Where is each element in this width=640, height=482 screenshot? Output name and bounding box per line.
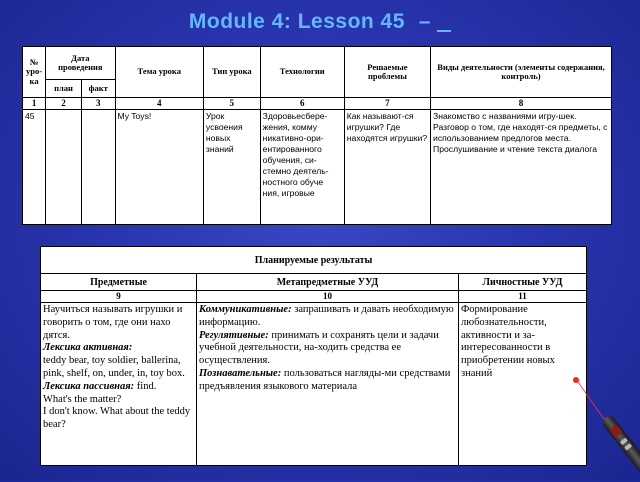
header-lesson-type: Тип урока <box>203 47 260 98</box>
slide-title-blank <box>437 12 451 32</box>
regulative-label: Регулятивные: <box>199 329 269 341</box>
passive-vocab-text: find. <box>136 380 157 392</box>
cell-lesson-number: 45 <box>23 110 46 225</box>
column-number: 3 <box>81 98 115 110</box>
cell-fact <box>81 110 115 225</box>
dialogue-phrase: I don't know. What about the teddy bear? <box>43 406 191 431</box>
column-number: 6 <box>260 98 344 110</box>
active-vocab-label: Лексика активная: <box>43 342 133 354</box>
cell-plan <box>46 110 82 225</box>
table-row <box>41 303 587 466</box>
column-number: 7 <box>344 98 430 110</box>
subject-intro: Научиться называть игрушки и говорить о том, где они нахо дятся. <box>43 304 183 341</box>
cell-problems: Как называют-ся игрушки? Где находятся игрушки? <box>344 110 430 225</box>
cell-subject-results <box>41 303 197 466</box>
column-number: 10 <box>197 291 459 303</box>
header-fact: факт <box>81 80 115 98</box>
header-problems: Решаемые проблемы <box>344 47 430 98</box>
header-activities: Виды деятельности (элементы содержания, контроль) <box>431 47 612 98</box>
cell-activities: Знакомство с названиями игру-шек. Разговор о том, где находят-ся предметы, с использованием предлогов места. Прослушивание и чтение текста диалога <box>431 110 612 225</box>
planned-results-table <box>40 246 587 466</box>
passive-vocab-label: Лексика пассивная: <box>43 380 135 392</box>
communicative-label: Коммуникативные: <box>199 304 292 315</box>
column-number: 4 <box>115 98 203 110</box>
column-number: 5 <box>203 98 260 110</box>
column-number: 11 <box>459 291 587 303</box>
active-vocab-text: teddy bear, toy soldier, ballerina, pink, shelf, on, under, in, toy box. <box>43 355 185 379</box>
header-date: Дата проведения <box>46 47 115 80</box>
header-plan: план <box>46 80 82 98</box>
cell-theme: My Toys! <box>115 110 203 225</box>
cognitive-text: пользоваться нагляды-ми средствами предъявления языкового материала <box>199 367 451 392</box>
table-row <box>23 110 612 225</box>
communicative-text: запрашивать и давать необходимую информацию. <box>199 304 454 328</box>
cell-personal-results: Формирование любознательности, активности и за-интересованности в приобретении новых знаний <box>459 303 587 466</box>
planned-results-header: Планируемые результаты <box>41 247 587 274</box>
column-number: 1 <box>23 98 46 110</box>
regulative-text: принимать и сохранять цели и задачи учебной деятельности, на-ходить средства ее осуществления. <box>199 329 439 367</box>
header-theme: Тема урока <box>115 47 203 98</box>
laser-pointer-icon <box>548 352 640 482</box>
lesson-plan-table <box>22 46 612 225</box>
column-number: 2 <box>46 98 82 110</box>
column-number: 8 <box>431 98 612 110</box>
slide-title <box>0 10 640 34</box>
header-subject: Предметные <box>41 274 197 291</box>
header-meta: Метапредметные УУД <box>197 274 459 291</box>
cognitive-label: Познавательные: <box>199 367 282 379</box>
header-personal: Личностные УУД <box>459 274 587 291</box>
cell-technologies: Здоровьесбере-жения, комму никативно-ори-ентированного обучения, си-стемно деятель-ностного обуче ния, игровые <box>260 110 344 225</box>
passive-vocab-extra: What's the matter? <box>43 393 122 405</box>
header-technologies: Технологии <box>260 47 344 98</box>
cell-meta-results <box>197 303 459 466</box>
slide-title-dash: – <box>418 10 432 33</box>
header-lesson-number: № уро-ка <box>23 47 46 98</box>
slide-title-text: Module 4: Lesson 45 <box>188 10 405 33</box>
cell-lesson-type: Урок усвоения новых знаний <box>203 110 260 225</box>
column-number: 9 <box>41 291 197 303</box>
